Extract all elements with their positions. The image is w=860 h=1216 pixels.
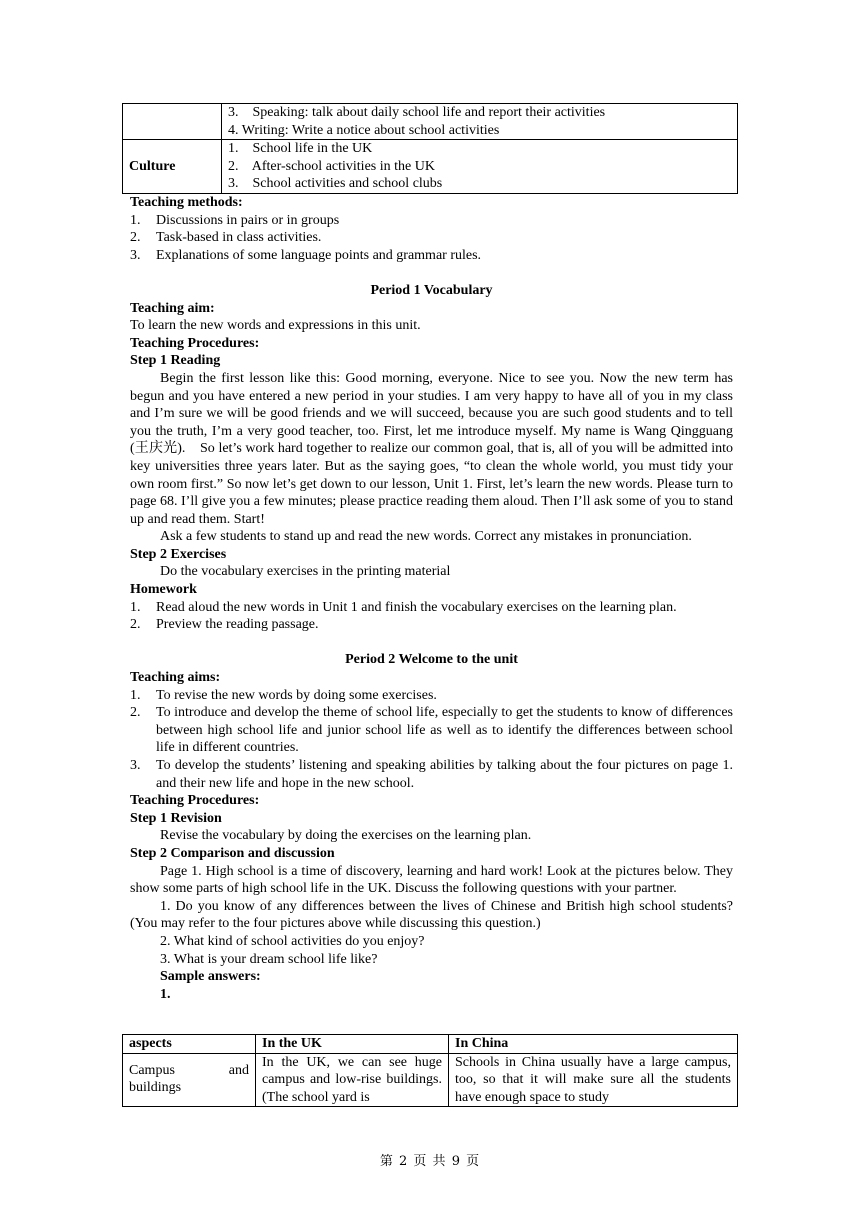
list-number: 2. — [130, 705, 141, 721]
page-footer: 第 2 页 共 9 页 — [379, 1154, 481, 1169]
list-text: Discussions in pairs or in groups — [156, 212, 340, 228]
list-number: 1. — [160, 986, 171, 1002]
table-cell — [123, 1053, 256, 1106]
section-heading: Teaching Procedures: — [130, 793, 260, 809]
paragraph: To learn the new words and expressions in this unit. — [130, 318, 421, 334]
table-row — [123, 140, 738, 194]
table-label-cell — [123, 104, 222, 140]
list-item: 4. Writing: Write a notice about school activities — [228, 122, 500, 138]
table-cell — [449, 1053, 738, 1106]
list-item — [130, 229, 733, 247]
paragraph: Page 1. High school is a time of discovery, learning and hard work! Look at the pictures below. They show some parts of high school life in the UK. Discuss the following questions with your partner. — [130, 863, 733, 897]
list-number: 2. — [130, 230, 141, 246]
table-content-cell — [222, 104, 738, 140]
list-text: Task-based in class activities. — [156, 230, 322, 246]
document-body — [130, 194, 733, 1003]
step-heading: Step 1 Revision — [130, 810, 222, 826]
list-text: To introduce and develop the theme of school life, especially to get the students to know of differences between high school life and junior school life as well as to identify the differences between school life in different countries. — [156, 705, 733, 756]
period-title: Period 2 Welcome to the unit — [345, 652, 518, 668]
list-item: 2. After-school activities in the UK — [228, 158, 435, 174]
column-header: In the UK — [256, 1035, 449, 1054]
paragraph: Begin the first lesson like this: Good morning, everyone. Nice to see you. Now the new term has begun and you have entered a new period in your studies. I am very happy to have all of you in my class and I’m sure we will be good friends and we will succeed, because you are such good students and to tell you the truth, I’m a very good teacher, too. First, let me introduce myself. My name is Wang Qingguang (王庆光). So let’s work hard together to realize our common goal, that is, all of you will be admitted into key universities three years later. But as the saying goes, “to clean the whole world, you must tidy your own room first.” So now let’s get down to our lesson, Unit 1. First, let’s learn the new words. Please turn to page 68. I’ll give you a few minutes; please practice reading them aloud. Then I’ll ask some of you to stand up and read them. Start! — [130, 370, 733, 527]
section-heading: Sample answers: — [160, 969, 261, 985]
section-heading: Teaching aim: — [130, 300, 215, 316]
column-header: In China — [449, 1035, 738, 1054]
list-text: To develop the students’ listening and speaking abilities by talking about the four pictures on page 1. and their new life and hope in the new school. — [156, 758, 733, 791]
table-row — [123, 1053, 738, 1106]
section-heading: Teaching aims: — [130, 670, 221, 686]
list-text: To revise the new words by doing some exercises. — [156, 687, 437, 703]
question: 1. Do you know of any differences between the lives of Chinese and British high school students? (You may refer to the four pictures above while discussing this question.) — [130, 898, 733, 932]
table-label-cell: Culture — [123, 140, 222, 194]
column-header: aspects — [123, 1035, 256, 1054]
list-text: Read aloud the new words in Unit 1 and finish the vocabulary exercises on the learning plan. — [156, 599, 677, 615]
question: 3. What is your dream school life like? — [160, 951, 378, 967]
list-item: 1. School life in the UK — [228, 141, 373, 156]
step-heading: Step 2 Exercises — [130, 546, 227, 562]
list-number: 1. — [130, 599, 141, 615]
table-row — [123, 104, 738, 140]
paragraph: Do the vocabulary exercises in the printing material — [160, 564, 451, 580]
list-item — [130, 599, 733, 617]
list-item — [130, 704, 733, 757]
step-heading: Step 2 Comparison and discussion — [130, 845, 335, 861]
list-text: Explanations of some language points and grammar rules. — [156, 247, 482, 263]
list-number: 3. — [130, 758, 141, 773]
list-number: 1. — [130, 212, 141, 228]
curriculum-table — [122, 103, 738, 194]
list-item: 3. School activities and school clubs — [228, 176, 443, 191]
table-content-cell — [222, 140, 738, 194]
list-number: 2. — [130, 617, 141, 633]
cell-text: Schools in China usually have a large campus, too, so that it will make sure all the students have enough space to study — [455, 1054, 731, 1105]
comparison-table — [122, 1034, 738, 1107]
list-item — [130, 212, 733, 230]
section-heading: Homework — [130, 582, 197, 598]
list-item: 3. Speaking: talk about daily school life and report their activities — [228, 105, 606, 120]
list-item — [130, 757, 733, 792]
list-item — [130, 247, 733, 265]
table-cell — [256, 1053, 449, 1106]
list-item — [130, 687, 733, 705]
question: 2. What kind of school activities do you enjoy? — [160, 933, 425, 949]
section-heading: Teaching methods: — [130, 195, 243, 210]
period-title: Period 1 Vocabulary — [370, 282, 493, 298]
list-text: Preview the reading passage. — [156, 617, 319, 633]
paragraph: Ask a few students to stand up and read the new words. Correct any mistakes in pronunciation. — [160, 529, 692, 545]
step-heading: Step 1 Reading — [130, 353, 221, 369]
section-heading: Teaching Procedures: — [130, 335, 260, 351]
cell-text: Campus and buildings — [129, 1062, 249, 1095]
paragraph: Revise the vocabulary by doing the exercises on the learning plan. — [160, 828, 532, 844]
cell-text: In the UK, we can see huge campus and low-rise buildings. (The school yard is — [262, 1054, 442, 1105]
table-header-row — [123, 1035, 738, 1054]
list-number: 3. — [130, 247, 141, 263]
list-item — [130, 616, 733, 634]
list-number: 1. — [130, 687, 141, 703]
